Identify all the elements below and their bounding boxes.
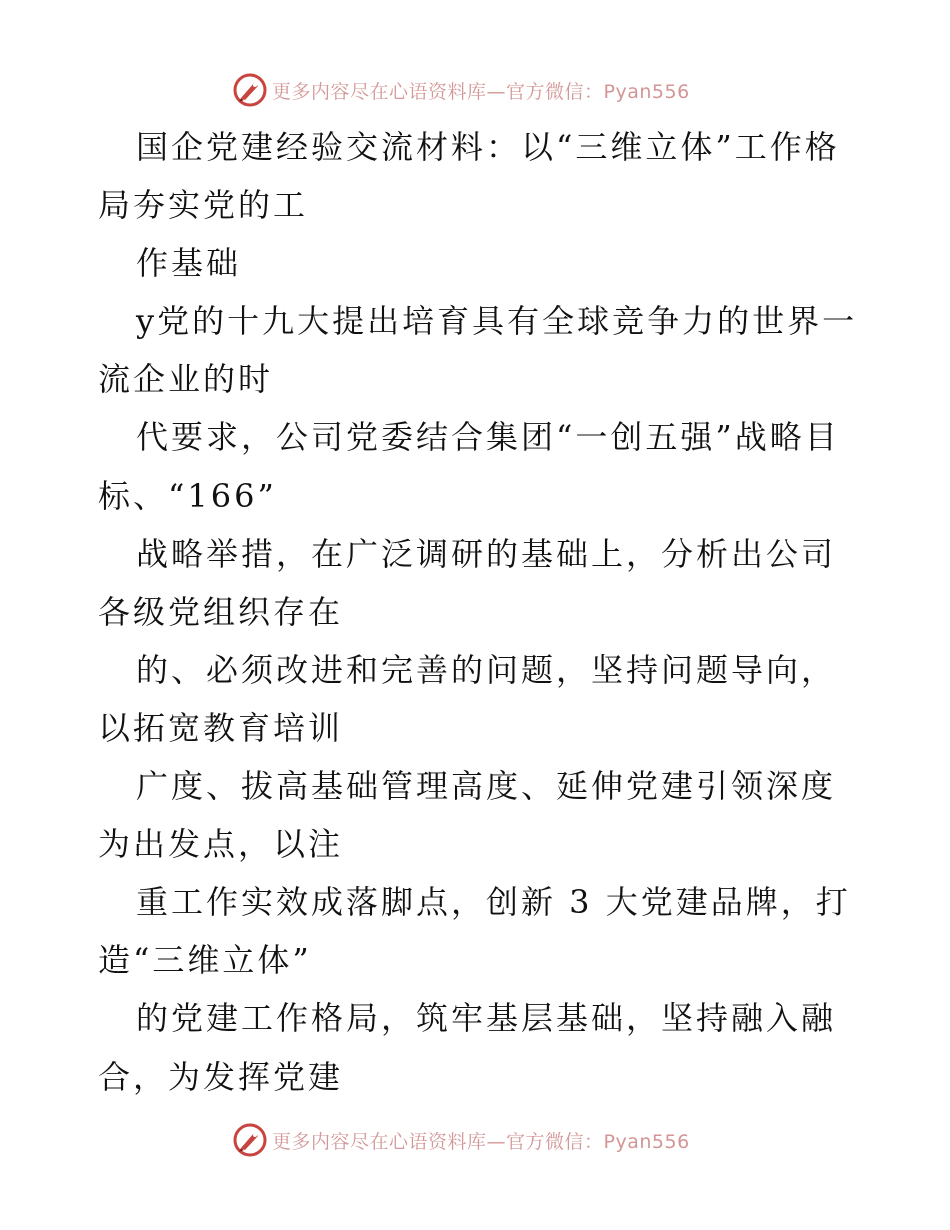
watermark-text: 更多内容尽在心语资料库—官方微信：Pyan556 <box>272 80 690 103</box>
paragraph: 重工作实效成落脚点，创新 3 大党建品牌，打造“三维立体” <box>98 883 851 980</box>
document-body <box>98 118 858 1106</box>
watermark-text: 更多内容尽在心语资料库—官方微信：Pyan556 <box>272 1130 690 1153</box>
paragraph: y党的十九大提出培育具有全球竞争力的世界一流企业的时 <box>98 302 858 399</box>
paragraph: 的、必须改进和完善的问题，坚持问题导向，以拓宽教育培训 <box>98 650 837 747</box>
header-watermark <box>232 72 732 108</box>
paragraph: 的党建工作格局，筑牢基层基础，坚持融入融合，为发挥党建 <box>98 999 837 1096</box>
pen-logo-icon <box>232 72 268 108</box>
pen-logo-icon <box>232 1122 268 1158</box>
footer-watermark <box>232 1122 732 1158</box>
paragraph: 战略举措，在广泛调研的基础上，分析出公司各级党组织存在 <box>98 534 837 631</box>
paragraph: 代要求，公司党委结合集团“一创五强”战略目标、“166” <box>98 418 840 515</box>
paragraph: 广度、拔高基础管理高度、延伸党建引领深度为出发点，以注 <box>98 767 837 864</box>
paragraph: 作基础 <box>136 244 242 283</box>
paragraph: 国企党建经验交流材料：以“三维立体”工作格局夯实党的工 <box>98 128 840 225</box>
